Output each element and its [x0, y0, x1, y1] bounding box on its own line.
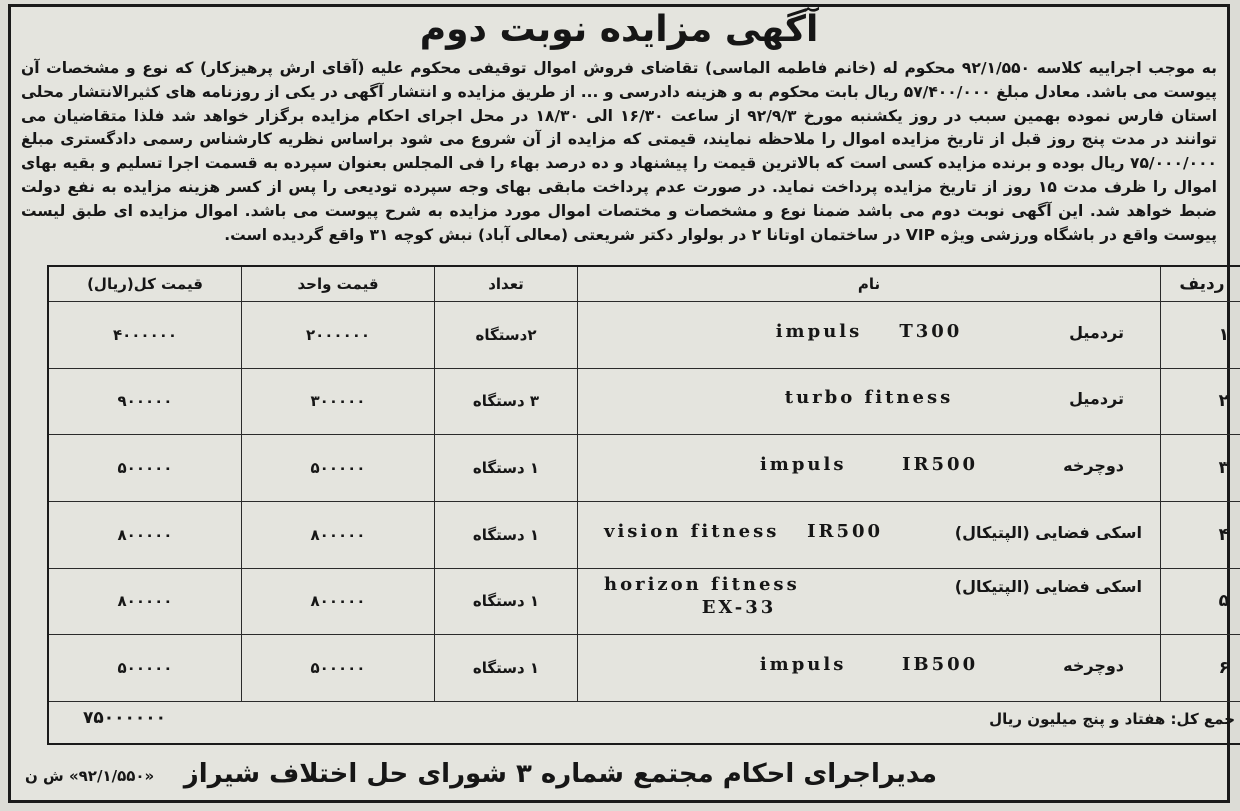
table-row — [48, 635, 1240, 702]
item-name-en-line1: horizon fitness — [604, 574, 800, 596]
table-row — [48, 435, 1240, 502]
row-number: ۶ — [1161, 635, 1240, 702]
table-row — [48, 302, 1240, 369]
item-name-fa: دوچرخه — [1063, 456, 1124, 476]
header-quantity: تعداد — [435, 266, 578, 302]
item-unit-price: ۵۰۰۰۰۰ — [242, 635, 435, 702]
item-name-fa: اسکی فضایی (الپتیکال) — [954, 577, 1142, 597]
item-unit-price: ۸۰۰۰۰۰ — [242, 501, 435, 568]
signature-line: مدیراجرای احکام مجتمع شماره ۳ شورای حل اختلاف شیراز — [183, 759, 937, 789]
item-quantity: ۲دستگاه — [435, 302, 578, 369]
item-quantity: ۱ دستگاه — [435, 635, 578, 702]
item-total-price: ۵۰۰۰۰۰ — [48, 635, 242, 702]
item-total-price: ۸۰۰۰۰۰ — [48, 501, 242, 568]
total-cell — [48, 701, 1240, 744]
item-name-en: vision fitness IR500 — [604, 520, 884, 542]
item-total-price: ۴۰۰۰۰۰۰ — [48, 302, 242, 369]
item-name-fa: دوچرخه — [1063, 656, 1124, 676]
row-number: ۳ — [1161, 435, 1240, 502]
item-name-fa: اسکی فضایی (الپتیکال) — [954, 522, 1142, 542]
notice-body: به موجب اجراییه کلاسه ۹۲/۱/۵۵۰ محکوم له (خانم فاطمه الماسی) تقاضای فروش اموال توقیفی محکوم علیه (آقای ارش پرهیزکار) که نوع و مشخصات آن پیوست می باشد. معادل مبلغ ۵۷/۴۰۰/۰۰۰ ریال بابت محکوم به و هزینه دادرسی و ... از طریق مزایده و انتشار آگهی در یکی از روزنامه های کثیرالانتشار محلی استان فارس نموده بهمین سبب در روز یکشنبه مورخ ۹۲/۹/۳ از ساعت ۱۶/۳۰ الی ۱۸/۳۰ در محل اجرای احکام مزایده برگزار خواهد شد فلذا متقاضیان می توانند در مدت پنج روز قبل از تاریخ مزایده اموال را ملاحظه نمایند، قیمتی که مزایده از آن شروع می شود براساس نظریه کارشناس رسمی دادگستری مبلغ ۷۵/۰۰۰/۰۰۰ ریال بوده و برنده مزایده کسی است که بالاترین قیمت را پیشنهاد و ده درصد بهاء را فی المجلس بعنوان سپرده به قسمت اجرا تسلیم و بقیه بهای اموال را ظرف مدت ۱۵ روز از تاریخ مزایده پرداخت نماید. در صورت عدم پرداخت مابقی بهای وجه سپرده تودیعی را پس از کسر هزینه مزایده به نفع دولت ضبط خواهد شد. این آگهی نوبت دوم می باشد ضمنا نوع و مشخصات و مختصات اموال مورد مزایده به شرح پیوست می باشد. اموال مزایده ای طبق لیست پیوست واقع در باشگاه ورزشی ویژه VIP در ساختمان اوتانا ۲ در بولوار دکتر شریعتی (معالی آباد) نبش کوچه ۳۱ واقع گردیده است. — [21, 59, 1218, 244]
items-table — [47, 265, 1240, 745]
notice-page — [8, 4, 1235, 803]
item-name — [578, 501, 1161, 568]
page-title: آگهی مزایده نوبت دوم — [419, 9, 819, 50]
total-label: جمع کل: هفتاد و پنج میلیون ریال — [989, 709, 1235, 728]
item-quantity: ۱ دستگاه — [435, 435, 578, 502]
item-name-fa: تردمیل — [1069, 389, 1124, 409]
item-name-en: impuls T300 — [775, 320, 963, 342]
total-value: ۷۵۰۰۰۰۰۰ — [83, 707, 167, 728]
table-row — [48, 368, 1240, 435]
footer — [11, 757, 1227, 797]
item-name — [578, 302, 1161, 369]
item-name-en-line2: EX-33 — [701, 597, 777, 619]
item-name — [578, 368, 1161, 435]
item-quantity: ۱ دستگاه — [435, 501, 578, 568]
item-unit-price: ۲۰۰۰۰۰۰ — [242, 302, 435, 369]
item-name-en — [584, 573, 964, 619]
table-total-row — [48, 701, 1240, 744]
item-total-price: ۹۰۰۰۰۰ — [48, 368, 242, 435]
item-name — [578, 435, 1161, 502]
item-name — [578, 635, 1161, 702]
reference-code: «۹۲/۱/۵۵۰» ش ن — [25, 767, 155, 785]
item-quantity: ۱ دستگاه — [435, 568, 578, 635]
item-name-fa: تردمیل — [1069, 322, 1124, 342]
item-total-price: ۵۰۰۰۰۰ — [48, 435, 242, 502]
header-row-number: ردیف — [1161, 266, 1240, 302]
item-unit-price: ۳۰۰۰۰۰ — [242, 368, 435, 435]
row-number: ۲ — [1161, 368, 1240, 435]
item-total-price: ۸۰۰۰۰۰ — [48, 568, 242, 635]
header-name: نام — [578, 266, 1161, 302]
item-name-en: impuls IB500 — [759, 654, 979, 676]
header-total-price: قیمت کل(ریال) — [48, 266, 242, 302]
table-row — [48, 568, 1240, 635]
item-name — [578, 568, 1161, 635]
item-name-en: impuls IR500 — [759, 454, 979, 476]
row-number: ۴ — [1161, 501, 1240, 568]
item-name-en: turbo fitness — [784, 387, 954, 409]
table-row — [48, 501, 1240, 568]
item-unit-price: ۵۰۰۰۰۰ — [242, 435, 435, 502]
row-number: ۱ — [1161, 302, 1240, 369]
item-quantity: ۳ دستگاه — [435, 368, 578, 435]
row-number: ۵ — [1161, 568, 1240, 635]
table-header-row — [48, 266, 1240, 302]
item-unit-price: ۸۰۰۰۰۰ — [242, 568, 435, 635]
header-unit-price: قیمت واحد — [242, 266, 435, 302]
